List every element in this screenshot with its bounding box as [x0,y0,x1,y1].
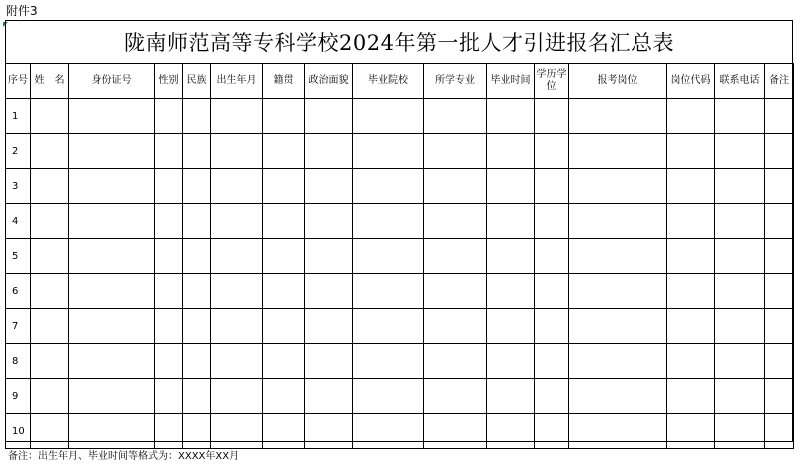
table-cell[interactable] [263,134,305,169]
row-number: 5 [6,239,31,274]
table-cell[interactable] [715,344,765,379]
column-header: 报考岗位 [569,64,667,99]
table-cell[interactable] [487,204,535,239]
table-header-row [6,64,794,99]
table-cell[interactable] [155,204,183,239]
table-cell[interactable] [69,379,155,414]
table-cell[interactable] [424,274,487,309]
table-cell[interactable] [31,414,69,449]
table-cell[interactable] [211,134,263,169]
table-cell[interactable] [183,274,211,309]
table-cell[interactable] [263,414,305,449]
table-cell[interactable] [183,239,211,274]
table-cell[interactable] [667,414,715,449]
table-cell[interactable] [569,239,667,274]
table-row [6,274,794,309]
table-cell[interactable] [211,274,263,309]
table-cell[interactable] [424,309,487,344]
table-cell[interactable] [569,134,667,169]
table-cell[interactable] [715,309,765,344]
table-cell[interactable] [715,169,765,204]
table-cell[interactable] [183,309,211,344]
registration-table [5,63,794,449]
table-cell[interactable] [353,134,424,169]
table-cell[interactable] [424,169,487,204]
table-cell[interactable] [353,99,424,134]
column-header: 所学专业 [424,64,487,99]
table-cell[interactable] [263,169,305,204]
table-cell[interactable] [211,99,263,134]
table-cell[interactable] [305,239,353,274]
table-cell[interactable] [765,344,794,379]
table-cell[interactable] [667,169,715,204]
table-cell[interactable] [487,274,535,309]
table-cell[interactable] [569,204,667,239]
table-cell[interactable] [305,134,353,169]
table-cell[interactable] [155,344,183,379]
table-cell[interactable] [353,169,424,204]
table-cell[interactable] [487,379,535,414]
table-row [6,134,794,169]
table-cell[interactable] [31,169,69,204]
row-number: 6 [6,274,31,309]
table-cell[interactable] [424,414,487,449]
table-cell[interactable] [715,134,765,169]
row-number: 9 [6,379,31,414]
table-cell[interactable] [535,204,569,239]
table-cell[interactable] [353,344,424,379]
table-cell[interactable] [263,239,305,274]
row-number: 3 [6,169,31,204]
table-cell[interactable] [69,169,155,204]
column-header: 出生年月 [211,64,263,99]
table-cell[interactable] [263,274,305,309]
table-cell[interactable] [715,414,765,449]
table-row [6,414,794,449]
table-cell[interactable] [569,414,667,449]
table-cell[interactable] [155,414,183,449]
table-cell[interactable] [31,204,69,239]
table-row [6,309,794,344]
table-cell[interactable] [69,239,155,274]
table-cell[interactable] [31,309,69,344]
table-cell[interactable] [183,344,211,379]
table-cell[interactable] [715,379,765,414]
table-body [6,99,794,449]
table-cell[interactable] [715,239,765,274]
attachment-label: 附件3 [6,4,38,18]
table-row [6,169,794,204]
table-cell[interactable] [155,99,183,134]
table-cell[interactable] [715,274,765,309]
table-cell[interactable] [305,204,353,239]
table-cell[interactable] [155,169,183,204]
table-cell[interactable] [305,274,353,309]
table-cell[interactable] [305,309,353,344]
row-number: 2 [6,134,31,169]
table-cell[interactable] [69,274,155,309]
table-cell[interactable] [765,379,794,414]
table-cell[interactable] [211,414,263,449]
row-number: 10 [6,414,31,449]
table-cell[interactable] [667,204,715,239]
table-cell[interactable] [263,344,305,379]
table-cell[interactable] [353,239,424,274]
table-cell[interactable] [487,414,535,449]
table-cell[interactable] [535,379,569,414]
table-cell[interactable] [667,134,715,169]
table-cell[interactable] [535,169,569,204]
table-row [6,379,794,414]
table-cell[interactable] [424,379,487,414]
row-number: 1 [6,99,31,134]
table-cell[interactable] [305,99,353,134]
table-cell[interactable] [263,99,305,134]
table-cell[interactable] [211,309,263,344]
column-header: 性别 [155,64,183,99]
table-cell[interactable] [155,309,183,344]
table-cell[interactable] [183,169,211,204]
table-cell[interactable] [569,379,667,414]
table-cell[interactable] [667,379,715,414]
table-cell[interactable] [569,99,667,134]
table-cell[interactable] [69,309,155,344]
column-header: 姓 名 [31,64,69,99]
table-cell[interactable] [31,239,69,274]
table-cell[interactable] [667,99,715,134]
table-cell[interactable] [715,99,765,134]
table-cell[interactable] [183,414,211,449]
table-cell[interactable] [765,204,794,239]
table-cell[interactable] [765,239,794,274]
column-header: 毕业院校 [353,64,424,99]
table-cell[interactable] [569,309,667,344]
column-header: 籍贯 [263,64,305,99]
table-cell[interactable] [424,204,487,239]
row-number: 7 [6,309,31,344]
table-cell[interactable] [305,344,353,379]
table-cell[interactable] [535,309,569,344]
table-cell[interactable] [183,99,211,134]
table-cell[interactable] [535,239,569,274]
table-cell[interactable] [765,134,794,169]
table-row [6,239,794,274]
table-row [6,204,794,239]
table-cell[interactable] [765,169,794,204]
table-cell[interactable] [667,309,715,344]
table-cell[interactable] [353,204,424,239]
table-cell[interactable] [487,99,535,134]
table-cell[interactable] [263,204,305,239]
table-cell[interactable] [305,414,353,449]
table-cell[interactable] [211,169,263,204]
table-cell[interactable] [353,309,424,344]
table-cell[interactable] [535,414,569,449]
table-cell[interactable] [263,309,305,344]
table-cell[interactable] [69,204,155,239]
table-cell[interactable] [31,379,69,414]
table-cell[interactable] [305,379,353,414]
form-frame [5,20,793,442]
column-header: 联系电话 [715,64,765,99]
table-cell[interactable] [263,379,305,414]
column-header: 毕业时间 [487,64,535,99]
table-cell[interactable] [535,274,569,309]
table-cell[interactable] [535,134,569,169]
column-header: 学历学位 [535,64,569,99]
table-cell[interactable] [765,99,794,134]
footnote: 备注：出生年月、毕业时间等格式为：XXXX年XX月 [8,451,240,462]
table-cell[interactable] [569,344,667,379]
form-title: 陇南师范高等专科学校2024年第一批人才引进报名汇总表 [124,31,674,55]
table-cell[interactable] [69,99,155,134]
table-cell[interactable] [487,239,535,274]
table-cell[interactable] [31,274,69,309]
row-number: 4 [6,204,31,239]
column-header: 岗位代码 [667,64,715,99]
table-cell[interactable] [353,379,424,414]
column-header: 政治面貌 [305,64,353,99]
column-header: 备注 [765,64,794,99]
table-cell[interactable] [667,344,715,379]
column-header: 身份证号 [69,64,155,99]
table-cell[interactable] [305,169,353,204]
table-cell[interactable] [69,134,155,169]
row-number: 8 [6,344,31,379]
table-cell[interactable] [353,274,424,309]
table-cell[interactable] [424,344,487,379]
table-cell[interactable] [715,204,765,239]
table-cell[interactable] [535,99,569,134]
table-cell[interactable] [424,134,487,169]
column-header: 民族 [183,64,211,99]
table-cell[interactable] [31,344,69,379]
table-cell[interactable] [765,274,794,309]
table-cell[interactable] [765,414,794,449]
table-cell[interactable] [155,379,183,414]
table-cell[interactable] [155,239,183,274]
table-cell[interactable] [211,344,263,379]
table-cell[interactable] [424,239,487,274]
table-cell[interactable] [211,204,263,239]
table-cell[interactable] [667,274,715,309]
table-cell[interactable] [211,379,263,414]
table-cell[interactable] [569,169,667,204]
table-cell[interactable] [569,274,667,309]
table-cell[interactable] [155,274,183,309]
table-cell[interactable] [535,344,569,379]
table-row [6,99,794,134]
table-cell[interactable] [211,239,263,274]
table-row [6,344,794,379]
table-cell[interactable] [487,169,535,204]
table-cell[interactable] [765,309,794,344]
table-cell[interactable] [353,414,424,449]
table-cell[interactable] [667,239,715,274]
table-cell[interactable] [69,414,155,449]
table-cell[interactable] [69,344,155,379]
table-cell[interactable] [487,309,535,344]
column-header: 序号 [6,64,31,99]
table-cell[interactable] [31,99,69,134]
table-cell[interactable] [487,134,535,169]
table-cell[interactable] [183,379,211,414]
table-cell[interactable] [155,134,183,169]
table-cell[interactable] [487,344,535,379]
table-cell[interactable] [183,204,211,239]
table-cell[interactable] [31,134,69,169]
table-cell[interactable] [424,99,487,134]
table-cell[interactable] [183,134,211,169]
